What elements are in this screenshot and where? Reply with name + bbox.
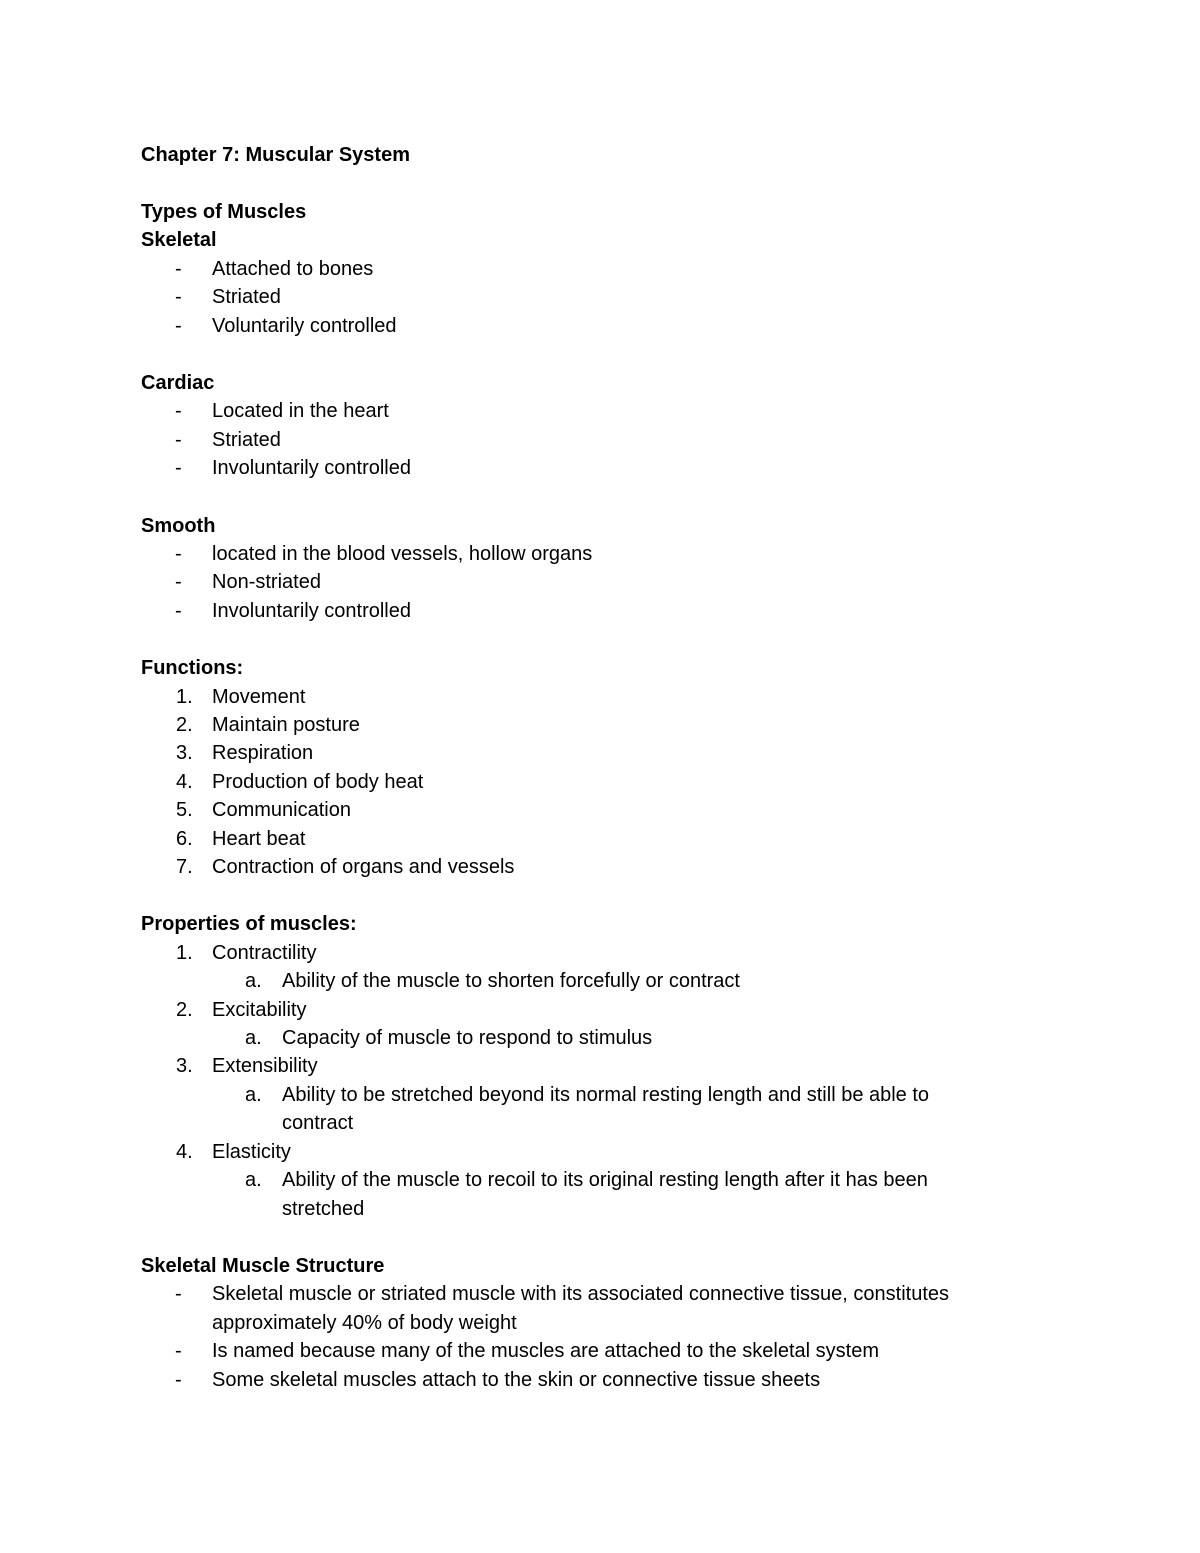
list-item bbox=[141, 1280, 1012, 1337]
sub-list-item bbox=[141, 967, 1041, 995]
sub-list-item-text: Capacity of muscle to respond to stimulus bbox=[282, 1027, 653, 1050]
list-item bbox=[141, 683, 1041, 711]
sub-list-item-text: Ability of the muscle to recoil to its original resting length after it has been stretched bbox=[282, 1169, 928, 1220]
dash-bullet: - bbox=[175, 1368, 182, 1391]
list-item-text: Striated bbox=[212, 286, 281, 309]
list-item bbox=[141, 853, 1041, 881]
sub-list-item-text: Ability to be stretched beyond its normal resting length and still be able to contract bbox=[282, 1083, 930, 1135]
smooth-heading: Smooth bbox=[141, 514, 216, 537]
list-item-text: Elasticity bbox=[212, 1140, 291, 1163]
list-letter: a. bbox=[245, 970, 262, 993]
dash-bullet: - bbox=[175, 543, 182, 565]
list-item-text: Non-striated bbox=[212, 571, 321, 594]
properties-heading: Properties of muscles: bbox=[141, 913, 357, 936]
list-item-text: Maintain posture bbox=[212, 714, 360, 737]
list-number: 2. bbox=[176, 714, 193, 737]
sub-list-item bbox=[141, 1024, 1041, 1052]
list-number: 4. bbox=[176, 770, 193, 793]
dash-bullet: - bbox=[175, 314, 182, 337]
sub-list-item bbox=[141, 1081, 992, 1138]
list-number: 6. bbox=[176, 827, 193, 850]
list-item bbox=[141, 454, 1041, 482]
list-number: 7. bbox=[176, 856, 193, 879]
list-item bbox=[141, 768, 1041, 796]
list-item-text: Skeletal muscle or striated muscle with its associated connective tissue, constitutes approximately 40% of body weight bbox=[212, 1283, 949, 1334]
dash-bullet: - bbox=[175, 1283, 182, 1306]
list-item bbox=[141, 312, 1041, 340]
dash-bullet: - bbox=[175, 457, 182, 480]
list-letter: a. bbox=[245, 1083, 262, 1106]
list-item bbox=[141, 796, 1041, 824]
list-item bbox=[141, 255, 1041, 283]
list-item bbox=[141, 1138, 1041, 1166]
list-item-text: Some skeletal muscles attach to the skin or connective tissue sheets bbox=[212, 1368, 821, 1391]
chapter-title: Chapter 7: Muscular System bbox=[141, 144, 410, 166]
list-item bbox=[141, 1052, 1041, 1080]
list-item-text: located in the blood vessels, hollow organs bbox=[212, 543, 593, 565]
list-number: 1. bbox=[176, 685, 193, 708]
list-item-text: Respiration bbox=[212, 742, 314, 765]
list-number: 5. bbox=[176, 799, 193, 822]
list-item bbox=[141, 825, 1041, 853]
list-item-text: Is named because many of the muscles are attached to the skeletal system bbox=[212, 1340, 880, 1363]
dash-bullet: - bbox=[175, 571, 182, 594]
list-number: 4. bbox=[176, 1140, 193, 1163]
list-item-text: Contraction of organs and vessels bbox=[212, 856, 515, 879]
list-item bbox=[141, 397, 1041, 425]
skeletal-heading: Skeletal bbox=[141, 229, 217, 252]
list-item-text: Involuntarily controlled bbox=[212, 599, 411, 622]
list-item-text: Involuntarily controlled bbox=[212, 457, 411, 480]
list-item-text: Production of body heat bbox=[212, 770, 424, 793]
list-item bbox=[141, 568, 1041, 596]
structure-heading: Skeletal Muscle Structure bbox=[141, 1254, 385, 1277]
list-item bbox=[141, 711, 1041, 739]
list-number: 3. bbox=[176, 1055, 193, 1078]
list-item bbox=[141, 1337, 1012, 1365]
list-letter: a. bbox=[245, 1027, 262, 1050]
types-section bbox=[141, 198, 1041, 1394]
cardiac-heading: Cardiac bbox=[141, 372, 215, 394]
list-item bbox=[141, 996, 1041, 1024]
list-item-text: Located in the heart bbox=[212, 400, 389, 423]
list-item bbox=[141, 1366, 1012, 1394]
list-item bbox=[141, 939, 1041, 967]
dash-bullet: - bbox=[175, 428, 182, 451]
list-item bbox=[141, 540, 1041, 568]
dash-bullet: - bbox=[175, 1340, 182, 1363]
list-item-text: Voluntarily controlled bbox=[212, 314, 397, 337]
functions-heading: Functions: bbox=[141, 657, 244, 680]
list-item bbox=[141, 283, 1041, 311]
list-item-text: Movement bbox=[212, 685, 306, 708]
list-item-text: Striated bbox=[212, 428, 281, 451]
sub-list-item bbox=[141, 1166, 992, 1223]
list-number: 1. bbox=[176, 941, 193, 964]
list-number: 3. bbox=[176, 742, 193, 765]
sub-list-item-text: Ability of the muscle to shorten forcefully or contract bbox=[282, 970, 740, 993]
list-item-text: Excitability bbox=[212, 998, 307, 1021]
list-item bbox=[141, 739, 1041, 767]
dash-bullet: - bbox=[175, 599, 182, 622]
list-item bbox=[141, 597, 1041, 625]
list-item-text: Extensibility bbox=[212, 1055, 318, 1078]
list-item bbox=[141, 426, 1041, 454]
types-heading: Types of Muscles bbox=[141, 201, 307, 223]
list-item-text: Communication bbox=[212, 799, 351, 822]
dash-bullet: - bbox=[175, 400, 182, 423]
list-letter: a. bbox=[245, 1169, 262, 1192]
list-item-text: Attached to bones bbox=[212, 257, 374, 280]
dash-bullet: - bbox=[175, 286, 182, 309]
list-number: 2. bbox=[176, 998, 193, 1021]
dash-bullet: - bbox=[175, 257, 182, 280]
list-item-text: Heart beat bbox=[212, 827, 306, 850]
list-item-text: Contractility bbox=[212, 941, 317, 964]
